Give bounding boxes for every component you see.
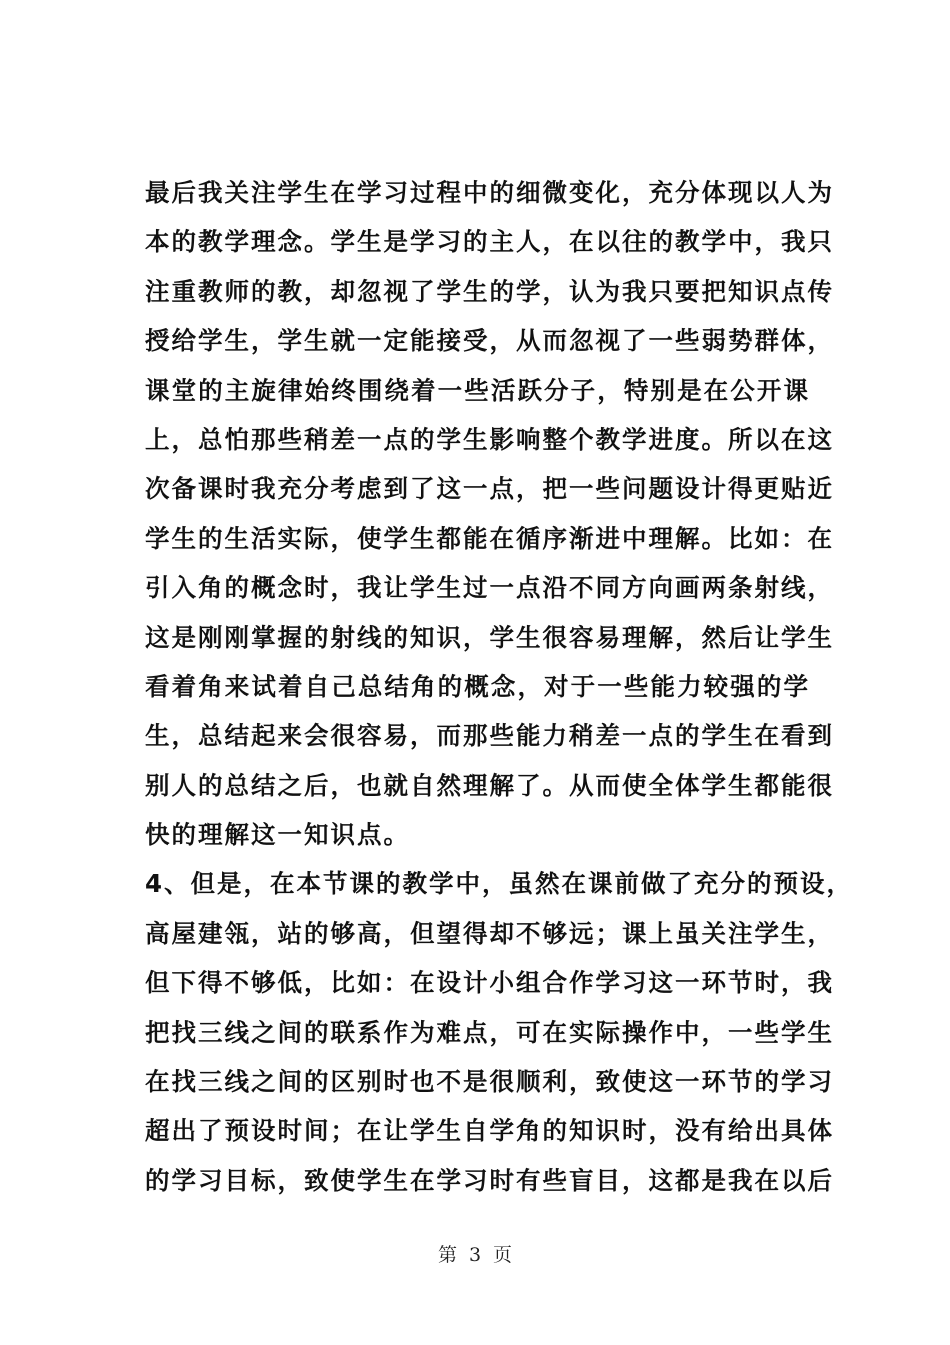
page-number: 3 bbox=[468, 1244, 482, 1266]
page-footer bbox=[0, 1240, 950, 1267]
text-line-17: 但下得不够低，比如：在设计小组合作学习这一环节时，我 bbox=[145, 968, 834, 998]
body-text bbox=[145, 168, 854, 1205]
text-line-10: 这是刚刚掌握的射线的知识，学生很容易理解，然后让学生 bbox=[145, 622, 834, 652]
text-line-13: 别人的总结之后，也就自然理解了。从而使全体学生都能很 bbox=[145, 770, 834, 800]
text-line-18: 把找三线之间的联系作为难点，可在实际操作中，一些学生 bbox=[145, 1017, 834, 1047]
text-line-5: 课堂的主旋律始终围绕着一些活跃分子，特别是在公开课 bbox=[145, 375, 810, 405]
text-line-11: 看着角来试着自己总结角的概念，对于一些能力较强的学 bbox=[145, 671, 810, 701]
text-line-6: 上，总怕那些稍差一点的学生影响整个教学进度。所以在这 bbox=[145, 424, 834, 454]
text-line-14: 快的理解这一知识点。 bbox=[145, 820, 410, 850]
page-prefix: 第 bbox=[437, 1244, 457, 1266]
text-line-3: 注重教师的教，却忽视了学生的学，认为我只要把知识点传 bbox=[145, 276, 834, 306]
text-line-7: 次备课时我充分考虑到了这一点，把一些问题设计得更贴近 bbox=[145, 474, 834, 504]
page-suffix: 页 bbox=[493, 1244, 513, 1266]
text-line-4: 授给学生，学生就一定能接受，从而忽视了一些弱势群体， bbox=[145, 326, 834, 356]
text-line-20: 超出了预设时间；在让学生自学角的知识时，没有给出具体 bbox=[145, 1116, 834, 1146]
text-line-1: 最后我关注学生在学习过程中的细微变化，充分体现以人为 bbox=[145, 178, 834, 207]
text-line-19: 在找三线之间的区别时也不是很顺利，致使这一环节的学习 bbox=[145, 1067, 834, 1097]
text-line-9: 引入角的概念时，我让学生过一点沿不同方向画两条射线， bbox=[145, 573, 834, 603]
text-line-12: 生，总结起来会很容易，而那些能力稍差一点的学生在看到 bbox=[145, 721, 834, 751]
text-line-2: 本的教学理念。学生是学习的主人，在以往的教学中，我只 bbox=[145, 227, 834, 257]
text-line-21: 的学习目标，致使学生在学习时有些盲目，这都是我在以后 bbox=[145, 1165, 834, 1195]
text-line-16: 高屋建瓴，站的够高，但望得却不够远；课上虽关注学生， bbox=[145, 918, 834, 948]
text-line-8: 学生的生活实际，使学生都能在循序渐进中理解。比如：在 bbox=[145, 523, 834, 553]
text-line-15: 4、但是，在本节课的教学中，虽然在课前做了充分的预设， bbox=[145, 869, 854, 899]
